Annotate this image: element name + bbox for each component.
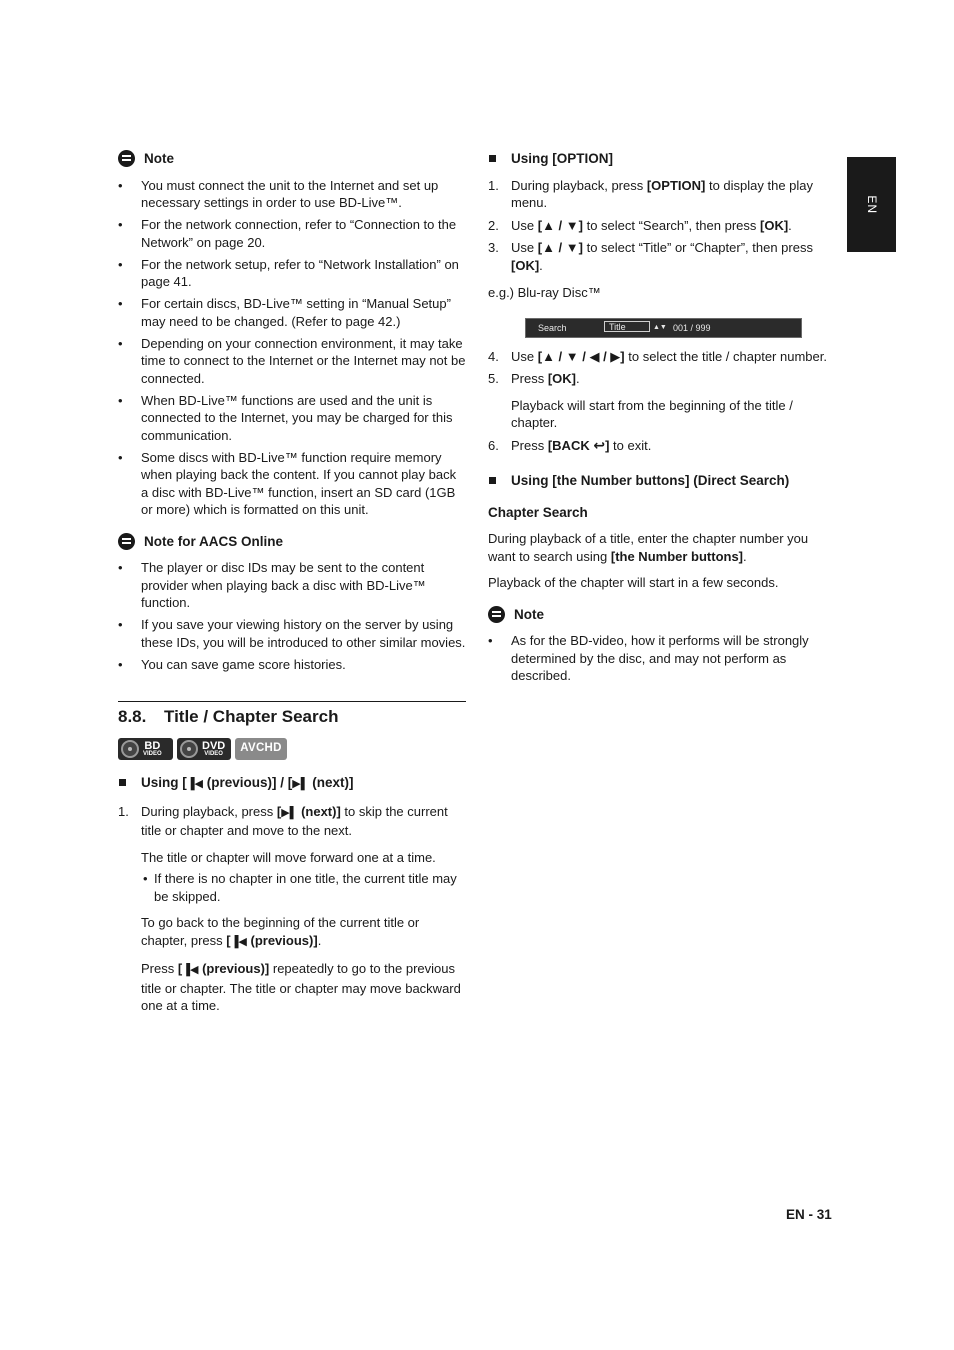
step-item: [488, 348, 836, 366]
text: .: [743, 548, 747, 564]
option-heading: Using [OPTION]: [488, 150, 836, 168]
dvd-video-logo: [177, 738, 231, 760]
text: ]: [605, 437, 610, 453]
note-aacs-title: Note for AACS Online: [144, 533, 284, 549]
heading-text: (next)]: [308, 775, 354, 790]
step-number: 6.: [488, 437, 499, 453]
note-aacs-heading: [118, 533, 466, 551]
step-text: (next)]: [297, 803, 341, 819]
paragraph: [488, 530, 836, 565]
osd-range: 001 / 999: [673, 322, 711, 333]
disc-icon: [180, 740, 198, 758]
sub-bullet: • If there is no chapter in one title, the current title may be skipped.: [118, 870, 466, 905]
list-item: • When BD-Live™ functions are used and the unit is connected to the Internet, you may be charged for this communication.: [118, 392, 466, 445]
avchd-logo: AVCHD: [235, 738, 287, 760]
section-divider: [118, 701, 466, 702]
skip-previous-icon: ▐◀: [186, 778, 204, 790]
text: [OPTION]: [646, 177, 706, 193]
text: To go back to the beginning of the current title or chapter, press: [141, 915, 420, 948]
heading-text: (previous)] / [: [203, 775, 293, 790]
text: [OK]: [511, 257, 540, 273]
list-item: • For the network setup, refer to “Network Installation” on page 41.: [118, 256, 466, 291]
text: Press: [511, 371, 548, 386]
option-steps: [488, 177, 836, 275]
step-text: [: [276, 803, 282, 819]
text: to exit.: [609, 437, 652, 453]
text: [OK]: [760, 217, 789, 233]
text: Use: [511, 240, 538, 255]
left-column: [118, 150, 466, 1015]
skip-previous-icon: ▐◀: [230, 935, 247, 948]
list-item: • You can save game score histories.: [118, 656, 466, 674]
back-arrow-icon: ↩: [593, 436, 606, 453]
list-item: • You must connect the unit to the Internet and set up necessary settings in order to use BD-Live™.: [118, 177, 466, 212]
text: [OK]: [547, 371, 577, 386]
step-item: [488, 437, 836, 455]
text: .: [539, 257, 543, 273]
text: (previous)]: [198, 961, 270, 976]
option-steps-continued: [488, 348, 836, 455]
list-item: • Depending on your connection environment, it may take time to connect to the Internet or the Internet may not be connected.: [118, 335, 466, 388]
note-title: Note: [144, 151, 174, 166]
text: to display the play menu.: [511, 177, 814, 210]
skip-next-icon: ▶▌: [281, 806, 298, 819]
section-heading: Title / Chapter Search: [164, 707, 339, 726]
list-item: • For the network connection, refer to “Connection to the Network” on page 20.: [118, 216, 466, 251]
step-item: [488, 370, 836, 432]
skip-previous-icon: ▐◀: [182, 964, 199, 976]
language-tab: [847, 157, 896, 252]
step-number: 1.: [488, 177, 499, 193]
text: During playback, press: [511, 177, 647, 193]
text: (previous)]: [246, 932, 318, 948]
text: Use: [511, 348, 538, 364]
step-number: 3.: [488, 240, 499, 255]
example-label: e.g.) Blu-ray Disc™: [488, 285, 601, 300]
up-down-arrow-icon: ▲▼: [653, 323, 667, 331]
text: to select “Title” or “Chapter”, then press: [582, 240, 813, 255]
chapter-search-title: Chapter Search: [488, 504, 588, 520]
note-list: [488, 632, 836, 685]
note-icon: [118, 150, 135, 167]
step-item: [488, 177, 836, 212]
text: [: [226, 932, 231, 948]
note-heading: [118, 150, 466, 168]
text: to select “Search”, then press: [582, 217, 760, 233]
skip-next-icon: ▶▌: [292, 778, 309, 790]
text: [: [177, 961, 183, 976]
page-number: EN - 31: [786, 1207, 832, 1222]
heading-text: Using [: [141, 775, 187, 790]
note-icon: [118, 533, 135, 550]
text: .: [317, 932, 322, 948]
list-item: • As for the BD-video, how it performs will be strongly determined by the disc, and may not perform as described.: [488, 632, 836, 685]
text: .: [788, 217, 792, 233]
text: [▲ / ▼]: [537, 217, 583, 233]
section-title: [118, 706, 466, 728]
disc-logos: [118, 738, 466, 760]
list-item: • The player or disc IDs may be sent to the content provider when playing back a disc with BD-Live™ function.: [118, 559, 466, 612]
language-tab-label: EN: [865, 195, 880, 214]
list-item: • Some discs with BD-Live™ function require memory when playing back the content. If you cannot play back a disc with BD-Live™ function, insert an SD card (1GB or more) which is formatted on this unit.: [118, 449, 466, 519]
right-column: [488, 150, 836, 689]
paragraph: Playback will start from the beginning of the title / chapter.: [511, 397, 793, 430]
prev-next-steps: [118, 803, 466, 840]
bd-logo-subtext: VIDEO: [143, 750, 162, 757]
paragraph: The title or chapter will move forward one at a time.: [141, 849, 436, 865]
text: Press: [511, 437, 548, 453]
text: [▲ / ▼]: [537, 240, 583, 255]
paragraph: [118, 960, 466, 1015]
text: .: [576, 371, 580, 386]
note-aacs-list: [118, 559, 466, 673]
note-icon: [488, 606, 505, 623]
note-heading: [488, 606, 836, 624]
direct-search-heading: Using [the Number buttons] (Direct Search): [488, 472, 836, 490]
dvd-logo-subtext: VIDEO: [204, 750, 223, 757]
step-text: During playback, press: [141, 803, 277, 819]
section-number: 8.8.: [118, 707, 147, 726]
prev-next-heading: [118, 774, 466, 794]
list-item: • If you save your viewing history on the server by using these IDs, you will be introduced to other similar movies.: [118, 616, 466, 651]
bd-video-logo: [118, 738, 173, 760]
list-item: • For certain discs, BD-Live™ setting in “Manual Setup” may need to be changed. (Refer to page 42.): [118, 295, 466, 330]
text: During playback of a title, enter the chapter number you want to search using: [488, 531, 809, 564]
text: [the Number buttons]: [610, 548, 744, 564]
paragraph: Playback of the chapter will start in a few seconds.: [488, 575, 779, 590]
search-osd-bar: [525, 318, 802, 338]
step-number: 5.: [488, 371, 499, 386]
step-number: 4.: [488, 348, 499, 364]
step-number: 1.: [118, 803, 129, 819]
text: [BACK: [547, 437, 594, 453]
paragraph: [118, 914, 466, 951]
osd-field-select[interactable]: Title: [604, 321, 650, 332]
text: Press: [141, 961, 178, 976]
note-title: Note: [514, 606, 544, 622]
text: repeatedly to go to the previous title or chapter. The title or chapter may move backward one at a time.: [141, 961, 461, 1013]
step-item: [488, 217, 836, 235]
text: Use: [511, 217, 538, 233]
disc-icon: [121, 740, 139, 758]
text: [▲ / ▼ / ◀ / ▶]: [537, 348, 625, 364]
note-list: [118, 177, 466, 519]
step-text: to skip the current title or chapter and move to the next.: [141, 803, 448, 838]
step-item: [488, 239, 836, 274]
step-number: 2.: [488, 217, 499, 233]
osd-search-label: Search: [538, 322, 567, 333]
dvd-logo-text: DVD: [202, 739, 226, 752]
step-item: [118, 803, 466, 840]
text: to select the title / chapter number.: [624, 348, 827, 364]
bd-logo-text: BD: [144, 739, 161, 752]
